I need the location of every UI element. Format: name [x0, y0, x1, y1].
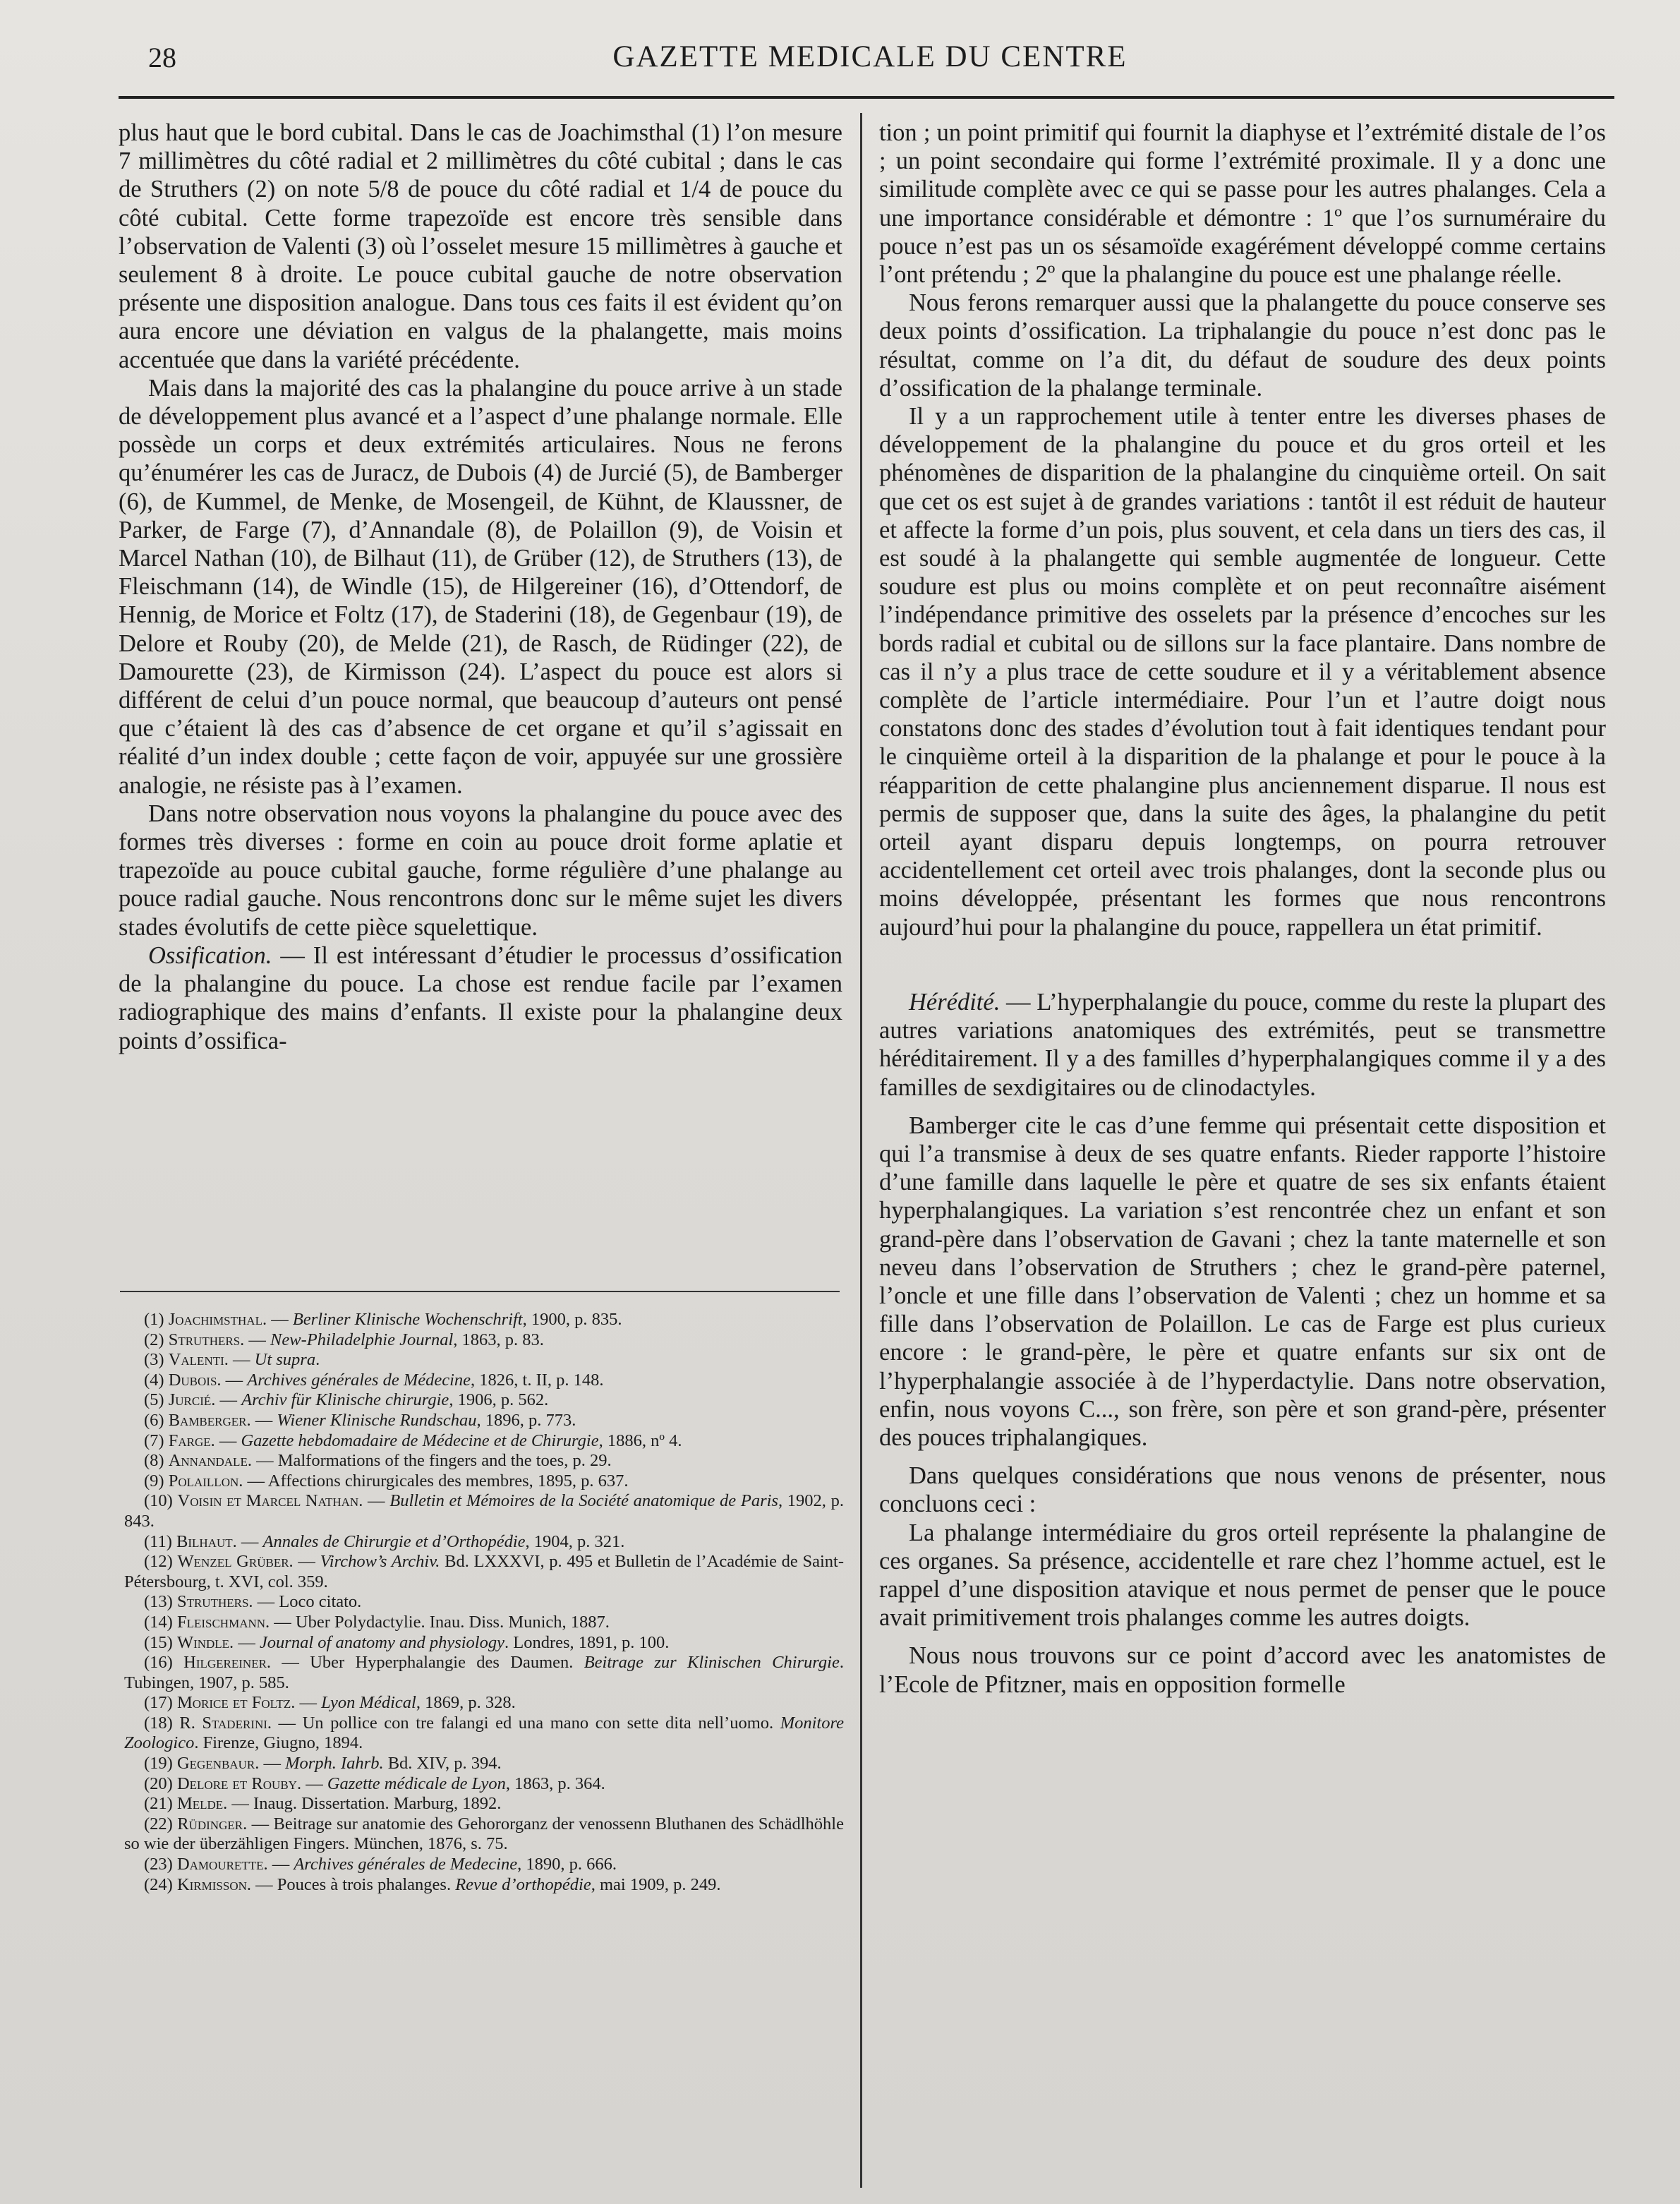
footnote-title: Berliner Klinische Wochenschrift [292, 1310, 523, 1329]
footnote-number: (13) [144, 1592, 177, 1612]
footnote [124, 1714, 844, 1754]
footnote-text: — [267, 1855, 294, 1874]
footnote-text: — Inaug. Dissertation. Marburg, 1892. [227, 1794, 502, 1814]
header-rule [119, 96, 1614, 99]
page-header [119, 37, 1600, 79]
footnote-title: Beitrage zur Klinischen Chirurgie [584, 1653, 840, 1673]
footnote-title: Revue d’orthopédie [455, 1874, 591, 1894]
footnote-author: Wenzel Grüber. [177, 1552, 294, 1572]
footnote-title: Journal of anatomy and physiology [259, 1632, 504, 1652]
footnote-rest: , 1900, p. 835. [522, 1310, 622, 1329]
footnote-rest: , 1906, p. 562. [449, 1390, 549, 1410]
footnote-number: (19) [144, 1754, 177, 1774]
footnote-number: (7) [144, 1431, 169, 1450]
ossification-heading: Ossification. [148, 941, 272, 969]
footnote-author: Farge. [168, 1431, 215, 1450]
footnote-text: — [221, 1370, 248, 1390]
footnote-rest: , 1890, p. 666. [517, 1855, 617, 1874]
footnote-text: — Uber Hyperphalangie des Daumen. [271, 1653, 584, 1673]
footnote-rest: , 1869, p. 328. [416, 1693, 516, 1713]
footnote-text: — Loco citato. [253, 1592, 362, 1612]
footnote-rest: . Tubingen, 1907, p. 585. [124, 1653, 844, 1692]
footnote-number: (23) [144, 1855, 177, 1874]
footnote [124, 1592, 844, 1613]
footnote [124, 1653, 844, 1693]
footnote-rest: , 1904, p. 321. [525, 1531, 625, 1551]
footnote-author: Struthers. [176, 1592, 253, 1612]
footnote [124, 1814, 844, 1855]
footnote [124, 1774, 844, 1795]
footnote-rest: , 1863, p. 364. [505, 1774, 605, 1793]
footnote-number: (14) [144, 1612, 177, 1632]
footnote-author: Rüdinger. [177, 1814, 248, 1833]
footnote-title: Ut supra [254, 1350, 316, 1370]
heredite-text: — L’hyperphalangie du pouce, comme du reste la plupart des autres variations anatomiques des extrémités, peut se transmettre héréditairement. Il y a des familles d’hyperphalangiques comme il y a des familles de sexdigitaires ou de clinodactyles. [879, 988, 1606, 1101]
footnote-author: Voisin et Marcel Nathan. [177, 1491, 363, 1511]
footnote-text: — [236, 1531, 263, 1551]
footnote-title: Lyon Médical [321, 1693, 416, 1713]
heredite-paragraph [879, 988, 1606, 1102]
right-paragraph: Dans quelques considérations que nous venons de présenter, nous concluons ceci : [879, 1462, 1606, 1518]
footnote-text: — [250, 1410, 277, 1430]
footnote [124, 1794, 844, 1814]
footnote-number: (1) [144, 1310, 169, 1329]
footnote-number: (5) [144, 1390, 169, 1410]
footnote [124, 1451, 844, 1471]
footnote-rest: , 1863, p. 83. [453, 1330, 544, 1349]
footnote-author: Polaillon. [168, 1471, 243, 1491]
right-paragraph: Nous nous trouvons sur ce point d’accord avec les anatomistes de l’Ecole de Pfitzner, mais en opposition formelle [879, 1642, 1606, 1698]
footnote-author: Joachimsthal. [168, 1310, 267, 1329]
footnote-title: Virchow’s Archiv. [320, 1552, 440, 1572]
page-number: 28 [148, 42, 176, 73]
footnote [124, 1491, 844, 1531]
right-paragraph: Bamberger cite le cas d’une femme qui présentait cette disposition et qui l’a transmise à deux de ses quatre enfants. Rieder rapporte l’histoire d’une famille dans laquelle le père et quatre de ses six enfants étaient hyperphalangiques. La variation s’est rencontrée chez un enfant et son grand-père dans l’observation de Gavani ; chez la tante maternelle et son neveu dans l’observation de Struthers ; chez le grand-père paternel, l’oncle et une fille dans l’observation de Valenti ; chez un homme et sa fille dans l’observation de Polaillon. Le cas de Farge est plus curieux encore : le grand-père, le père et quatre enfants sur six ont de l’hyperphalangie associée à de l’hyperdactylie. Dans notre observation, enfin, nous voyons C..., son frère, son père et son grand-père, présenter des pouces triphalangiques. [879, 1112, 1606, 1451]
footnote-text: — [234, 1632, 260, 1652]
footnote-text: — Pouces à trois phalanges. [251, 1874, 456, 1894]
footnote-rest: , 1826, t. II, p. 148. [471, 1370, 604, 1390]
footnote [124, 1471, 844, 1492]
footnote-author: Dubois. [168, 1370, 222, 1390]
ossification-text: — Il est intéressant d’étudier le processus d’ossification de la phalangine du pouce. La chose est rendue facile par l’examen radiographique des mains d’enfants. Il existe pour la phalangine deux points d’ossifica- [119, 941, 842, 1054]
footnote-author: R. Staderini. [179, 1713, 272, 1733]
footnote-text: — Un pollice con tre falangi ed una mano con sette dita nell’uomo. [272, 1713, 780, 1733]
left-paragraph: Dans notre observation nous voyons la phalangine du pouce avec des formes très diverses : forme en coin au pouce droit forme aplatie et trapezoïde au pouce cubital gauche, forme régulière d’une phalange au pouce radial gauche. Nous rencontrons donc sur le même sujet les divers stades évolutifs de cette pièce squelettique. [119, 800, 842, 941]
right-paragraph: tion ; un point primitif qui fournit la diaphyse et l’extrémité distale de l’os ; un point secondaire qui forme l’extrémité proximale. Il y a donc une similitude complète avec ce qui se passe pour les autres phalanges. Cela a une importance considérable et démontre : 1º que l’os surnuméraire du pouce n’est pas un os sésamoïde exagérément développé comme certains l’ont prétendu ; 2º que la phalangine du pouce est une phalange réelle. [879, 119, 1606, 289]
footnote-rest: , 1886, nº 4. [598, 1431, 682, 1450]
footnote-number: (3) [144, 1350, 169, 1370]
footnote-number: (16) [144, 1653, 184, 1673]
footnote-text: — Affections chirurgicales des membres, 1895, p. 637. [243, 1471, 629, 1491]
footnote-title: Archives générales de Medecine [294, 1855, 518, 1874]
heredite-heading: Hérédité. [909, 988, 1001, 1016]
footnote-text: — [215, 1390, 242, 1410]
right-paragraph: Il y a un rapprochement utile à tenter entre les diverses phases de développement de la phalangine du pouce et du gros orteil et les phénomènes de disparition de la phalangine du cinquième orteil. On sait que cet os est sujet à de grandes variations : tantôt il est réduit de hauteur et affecte la forme d’un pois, plus souvent, et cela dans un tiers des cas, il est soudé à la phalangette qui semble augmentée de longueur. Cette soudure est plus ou moins complète et on peut reconnaître aisément l’indépendance primitive des osselets par la présence d’encoches sur les bords radial et cubital ou de sillons sur la face plantaire. Dans nombre de cas il n’y a plus trace de cette soudure et il y a véritablement absence complète de l’article intermédiaire. Pour l’un et l’autre doigt nous constatons donc des stades d’évolution tout à fait identiques tendant pour le cinquième orteil à la disparition de la phalange et pour le pouce à la réapparition de cette phalangine plus anciennement disparue. Il nous est permis de supposer que, dans la suite des âges, la phalangine du petit orteil ayant disparu depuis longtemps, on pourra retrouver accidentellement cet orteil avec trois phalanges, dont la seconde plus ou moins développée, présentant les formes que nous rencontrons aujourd’hui pour la phalangine du pouce, rappellera un état primitif. [879, 403, 1606, 941]
ossification-paragraph [119, 941, 842, 1055]
footnote-author: Kirmisson. [176, 1874, 252, 1894]
footnote-number: (15) [144, 1632, 177, 1652]
footnote-number: (2) [144, 1330, 169, 1349]
footnote [124, 1310, 844, 1330]
left-column [119, 119, 842, 1055]
footnote-title: Gazette hebdomadaire de Médecine et de Chirurgie [241, 1431, 599, 1450]
right-paragraph: Nous ferons remarquer aussi que la phalangette du pouce conserve ses deux points d’ossification. La triphalangie du pouce n’est donc pas le résultat, comme on l’a dit, du défaut de soudure des deux points d’ossification de la phalange terminale. [879, 289, 1606, 402]
footnote [124, 1754, 844, 1774]
footnote-number: (22) [144, 1814, 178, 1833]
footnotes [124, 1310, 844, 1895]
footnote [124, 1411, 844, 1431]
column-divider [860, 113, 862, 2188]
footnote-title: Archives générales de Médecine [247, 1370, 471, 1390]
footnote-number: (8) [144, 1451, 169, 1471]
footnote-number: (6) [144, 1410, 169, 1430]
footnote-rest: . Londres, 1891, p. 100. [504, 1632, 670, 1652]
footnote-number: (10) [144, 1491, 178, 1511]
footnote-author: Delore et Rouby. [176, 1774, 302, 1793]
right-column [879, 119, 1606, 1699]
footnote-title: Bulletin et Mémoires de la Société anatomique de Paris [389, 1491, 778, 1511]
journal-title: GAZETTE MEDICALE DU CENTRE [612, 40, 1128, 73]
footnote-author: Struthers. [168, 1330, 245, 1349]
footnote-text: — [295, 1693, 322, 1713]
footnote-title: Morph. Iahrb. [285, 1754, 384, 1774]
footnote-author: Valenti. [168, 1350, 229, 1370]
footnote-title: Monitore Zoologico [124, 1713, 844, 1753]
footnote-text: — [267, 1310, 293, 1329]
footnote-author: Fleischmann. [176, 1612, 270, 1632]
footnote [124, 1855, 844, 1875]
footnote-text: — Beitrage sur anatomie des Gehororganz der venossenn Bluthanen des Schädlhöhle so wie der überzähligen Fingers. München, 1876, s. 75. [124, 1814, 844, 1854]
footnote-rest: Bd. XIV, p. 394. [383, 1754, 502, 1774]
footnote-rule [120, 1291, 840, 1292]
footnote-author: Bilhaut. [176, 1531, 237, 1551]
footnote-text: — [363, 1491, 390, 1511]
footnote-number: (18) [144, 1713, 180, 1733]
footnote-number: (17) [144, 1693, 177, 1713]
footnote-number: (11) [144, 1531, 177, 1551]
footnote [124, 1613, 844, 1633]
footnote-number: (4) [144, 1370, 169, 1390]
footnote [124, 1350, 844, 1371]
footnote-text: — Malformations of the fingers and the toes, p. 29. [251, 1451, 612, 1471]
footnote-rest: , 1902, p. 843. [124, 1491, 844, 1531]
right-paragraph: La phalange intermédiaire du gros orteil représente la phalangine de ces organes. Sa présence, accidentelle et rare chez l’homme actuel, est le rappel d’une disposition atavique et nous permet de penser que le pouce avait primitivement trois phalanges comme les autres doigts. [879, 1519, 1606, 1632]
footnote-author: Morice et Foltz. [176, 1693, 296, 1713]
footnote-text: — [259, 1754, 286, 1774]
footnote-author: Bamberger. [168, 1410, 251, 1430]
footnote [124, 1390, 844, 1411]
footnote [124, 1431, 844, 1452]
footnote-text: — [244, 1330, 271, 1349]
footnote-rest: . [315, 1350, 320, 1370]
footnote-number: (24) [144, 1874, 177, 1894]
footnote-number: (21) [144, 1794, 177, 1814]
footnote-rest: , mai 1909, p. 249. [591, 1874, 721, 1894]
footnote-text: — [228, 1350, 255, 1370]
footnote [124, 1371, 844, 1391]
footnote-number: (9) [144, 1471, 169, 1491]
footnote-author: Damourette. [176, 1855, 268, 1874]
footnote-text: — [293, 1552, 320, 1572]
footnote-author: Jurcié. [168, 1390, 216, 1410]
footnote-number: (12) [144, 1552, 178, 1572]
footnote [124, 1633, 844, 1654]
footnote-rest: Bd. LXXXVI, p. 495 et Bulletin de l’Académie de Saint-Pétersbourg, t. XVI, col. 359. [124, 1552, 845, 1591]
footnote-title: Annales de Chirurgie et d’Orthopédie [262, 1531, 526, 1551]
footnote-author: Gegenbaur. [176, 1754, 260, 1774]
footnote-author: Melde. [176, 1794, 228, 1814]
footnote [124, 1693, 844, 1714]
footnote [124, 1875, 844, 1896]
footnote-text: — [301, 1774, 327, 1793]
footnote-author: Annandale. [168, 1451, 252, 1471]
footnote-title: Gazette médicale de Lyon [327, 1774, 506, 1793]
left-paragraph: Mais dans la majorité des cas la phalangine du pouce arrive à un stade de développement plus avancé et a l’aspect d’une phalange normale. Elle possède un corps et deux extrémités articulaires. Nous ne ferons qu’énumérer les cas de Juracz, de Dubois (4) de Jurcié (5), de Bamberger (6), de Kummel, de Menke, de Mosengeil, de Kühnt, de Klaussner, de Parker, de Farge (7), d’Annandale (8), de Polaillon (9), de Voisin et Marcel Nathan (10), de Bilhaut (11), de Grüber (12), de Struthers (13), de Fleischmann (14), de Windle (15), de Hilgereiner (16), d’Ottendorf, de Hennig, de Morice et Foltz (17), de Staderini (18), de Gegenbaur (19), de Delore et Rouby (20), de Melde (21), de Rasch, de Rüdinger (22), de Damourette (23), de Kirmisson (24). L’aspect du pouce est alors si différent de celui d’un pouce normal, que beaucoup d’auteurs ont pensé que c’étaient là des cas d’absence de cet organe et qu’il s’agissait en réalité d’un index double ; cette façon de voir, appuyée sur une grossière analogie, ne résiste pas à l’examen. [119, 374, 842, 799]
footnote-rest: , 1896, p. 773. [476, 1410, 576, 1430]
footnote-author: Windle. [176, 1632, 234, 1652]
footnote-title: Archiv für Klinische chirurgie [241, 1390, 449, 1410]
footnote-title: New-Philadelphie Journal [270, 1330, 454, 1349]
footnote-number: (20) [144, 1774, 177, 1793]
left-paragraph: plus haut que le bord cubital. Dans le cas de Joachimsthal (1) l’on mesure 7 millimètres du côté radial et 2 millimètres du côté cubital ; dans le cas de Struthers (2) on note 5/8 de pouce du côté radial et 1/4 de pouce du côté cubital. Cette forme trapezoïde est encore très sensible dans l’observation de Valenti (3) où l’osselet mesure 15 millimètres à gauche et seulement 8 à droite. Le pouce cubital gauche de notre observation présente une disposition analogue. Dans tous ces faits il est évident qu’on aura encore une déviation en valgus de la phalangette, mais moins accentuée que dans la variété précédente. [119, 119, 842, 373]
footnote-title: Wiener Klinische Rundschau [277, 1410, 477, 1430]
footnote [124, 1532, 844, 1553]
footnote-text: — Uber Polydactylie. Inau. Diss. Munich, 1887. [270, 1612, 610, 1632]
footnote-rest: . Firenze, Giugno, 1894. [194, 1733, 363, 1753]
footnote-author: Hilgereiner. [183, 1653, 272, 1673]
footnote-text: — [214, 1431, 241, 1450]
footnote [124, 1552, 844, 1592]
footnote [124, 1330, 844, 1351]
